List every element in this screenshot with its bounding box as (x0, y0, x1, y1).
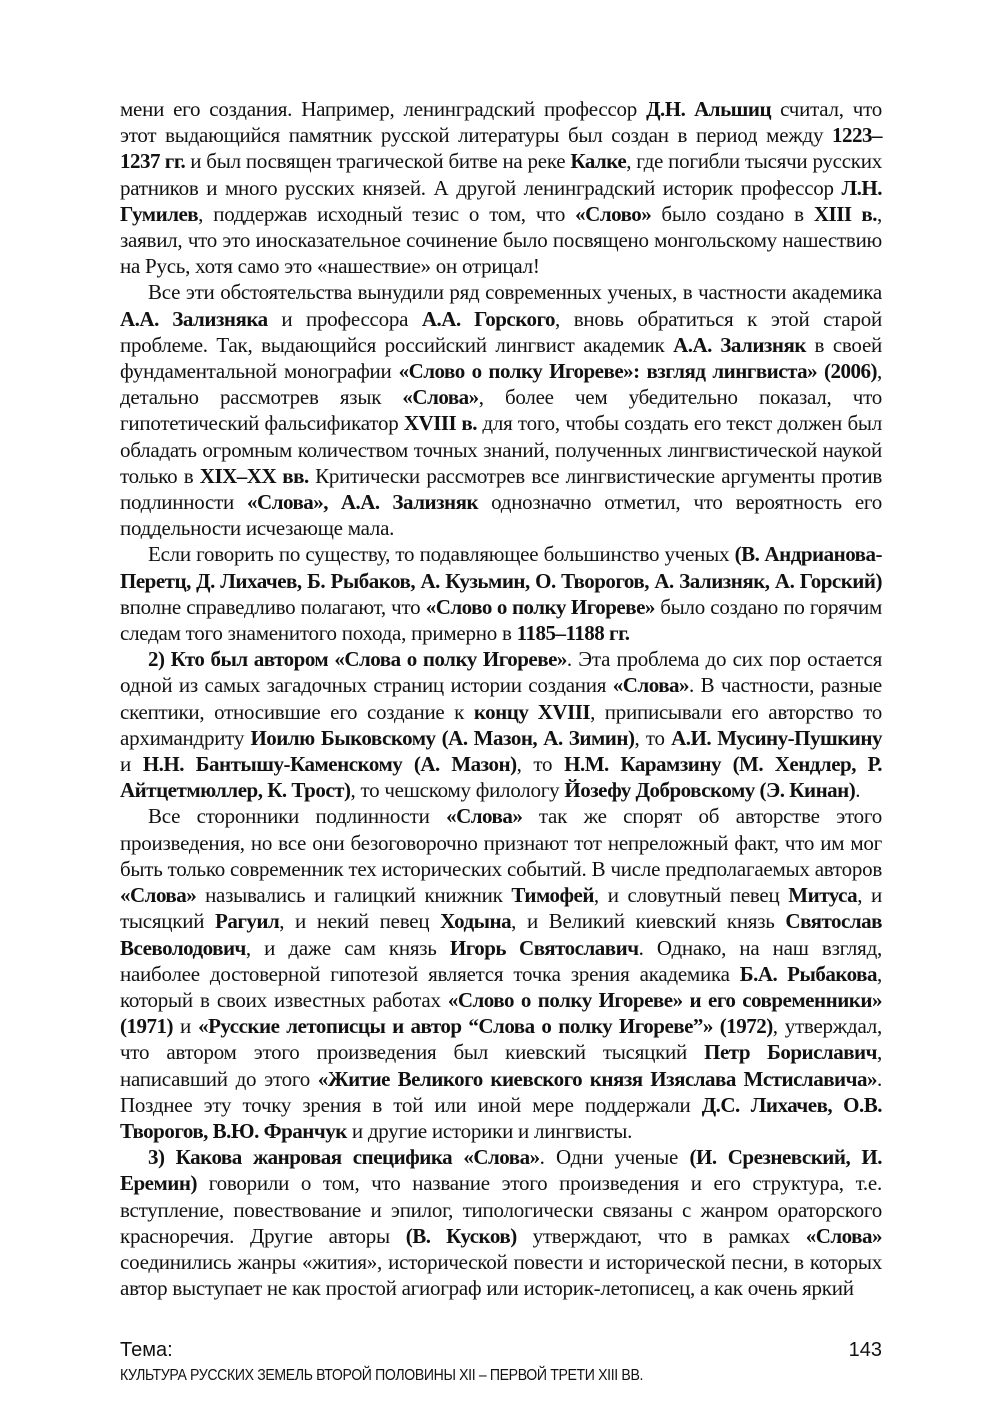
text-run: было создано по горячим следам того знаменитого похода, примерно в (120, 594, 882, 646)
text-run: утверждают, что в рамках (516, 1223, 806, 1248)
bold-text: «Русские летописцы и автор “Слова о полку Игореве”» (1972) (198, 1014, 773, 1039)
bold-text: Игорь Святославич (449, 935, 639, 960)
bold-text: «Слово» (575, 201, 652, 226)
text-run: , более чем убедительно показал, что гипотетический фальсификатор (120, 385, 882, 436)
bold-text: Н.М. Карамзину (М. Хендлер, Р. Айтцетмюллер, К. Трост) (120, 752, 883, 803)
bold-text: Петр Бориславич (704, 1040, 877, 1065)
text-run: так же спорят об авторстве этого произведения, но все они безоговорочно признают тот непреложный факт, что им мог быть только современник тех исторических событий. В числе предполагаемых авторов (120, 804, 882, 881)
paragraph (120, 803, 882, 1144)
bold-text: «Слова» (446, 804, 523, 829)
text-column (120, 96, 882, 1301)
text-run: было создано в (651, 201, 814, 226)
text-run: . В частности, разные скептики, относившие его создание к (120, 673, 883, 724)
text-run: и (173, 1014, 199, 1039)
paragraph (120, 279, 882, 541)
text-run: , то (516, 752, 565, 777)
paragraph (120, 646, 882, 803)
text-run: , утверждал, что автором этого произведения был киевский тысяцкий (120, 1014, 882, 1065)
text-run: назывались и галицкий книжник (196, 883, 512, 908)
text-run: , и некий певец (279, 909, 441, 934)
bold-text: А.А. Горского (421, 306, 556, 331)
bold-text: Иоилю Быковскому (А. Мазон, А. Зимин) (250, 725, 635, 750)
paragraph (120, 541, 882, 646)
bold-text: Митуса (788, 883, 858, 908)
bold-text: А.А. Зализняка (120, 306, 268, 331)
text-run: и (120, 752, 143, 777)
bold-text: Святослав Всеволодович (120, 909, 882, 960)
bold-text: Тимофей (511, 883, 594, 908)
text-run: Если говорить по существу, то подавляющее большинство ученых (148, 542, 735, 567)
text-run: считал, что этот выдающийся памятник русской литературы был создан в период между (120, 97, 882, 148)
text-run: , приписывали его авторство то архимандриту (120, 699, 882, 750)
bold-text: XIX–XX вв. (199, 463, 309, 488)
bold-text: Рагуил (215, 909, 280, 934)
bold-text: (В. Андрианова-Перетц, Д. Лихачев, Б. Рыбаков, А. Кузьмин, О. Творогов, А. Зализняк, А. Горский) (120, 542, 883, 593)
text-run: . Эта проблема до сих пор остается одной из самых загадочных страниц истории создания (120, 647, 882, 698)
bold-text: Н.Н. Бантышу-Каменскому (А. Мазон) (142, 752, 517, 777)
bold-text: «Слова» (120, 883, 197, 908)
bold-text: Йозефу Добровскому (Э. Кинан) (564, 778, 856, 803)
bold-text: концу XVIII (473, 699, 591, 724)
paragraph (120, 96, 882, 279)
text-run: и был посвящен трагической битве на реке (185, 149, 571, 174)
text-run: . Позднее эту точку зрения в той или иной мере поддержали (120, 1066, 882, 1117)
text-run: , и тысяцкий (120, 883, 882, 934)
text-run: соединились жанры «жития», исторической повести и исторической песни, в которых автор выступает не как простой агиограф или историк-летописец, а как очень яркий (120, 1249, 882, 1301)
bold-text: (В. Кусков) (405, 1223, 517, 1248)
bold-text: XIII в. (813, 201, 877, 226)
text-run: , заявил, что это иносказательное сочинение было посвящено монгольскому нашествию на Русь, хотя само это «нашествие» он отрицал! (120, 201, 882, 279)
text-run: и профессора (267, 306, 422, 331)
bold-text: А.А. Зализняк (673, 332, 806, 357)
bold-text: «Слово о полку Игореве» (425, 594, 655, 619)
text-run: , то чешскому филологу (350, 778, 565, 803)
text-run: , который в своих известных работах (120, 961, 882, 1012)
bold-text: Б.А. Рыбакова (739, 961, 877, 986)
text-run: , детально рассмотрев язык (120, 359, 882, 410)
bold-text: «Слово о полку Игореве» и его современники» (1971) (120, 987, 882, 1039)
text-run: вполне справедливо полагают, что (120, 594, 426, 619)
text-run: Критически рассмотрев все лингвистические аргументы против подлинности (120, 463, 883, 515)
bold-text: А.И. Мусину-Пушкину (671, 725, 882, 750)
text-run: Все сторонники подлинности (148, 804, 447, 829)
bold-text: «Слова» (402, 385, 479, 410)
text-run: , и словутный певец (593, 883, 789, 908)
bold-text: Ходына (440, 909, 512, 934)
bold-text: Д.Н. Альшиц (646, 97, 772, 121)
page-body (120, 96, 882, 1301)
text-run: , и даже сам князь (245, 935, 450, 960)
bold-text: 2) Кто был автором «Слова о полку Игореве» (148, 647, 567, 672)
text-run: говорили о том, что название этого произведения и его структура, т.е. вступление, повествование и эпилог, типологически связаны с жанром ораторского красноречия. Другие авторы (120, 1171, 882, 1248)
topic-label: Тема: (120, 1339, 173, 1361)
bold-text: Д.С. Лихачев, О.В. Творогов, В.Ю. Франчук (120, 1092, 882, 1143)
text-run: , поддержав исходный тезис о том, что (198, 201, 576, 226)
bold-text: «Слово о полку Игореве»: взгляд лингвиста» (2006) (398, 359, 877, 384)
text-run: . (855, 778, 861, 803)
bold-text: «Житие Великого киевского князя Изяслава Мстиславича» (317, 1066, 877, 1091)
bold-text: Л.Н. Гумилев (120, 175, 882, 226)
text-run: , написавший до этого (120, 1040, 882, 1091)
text-run: , где погибли тысячи русских ратников и много русских князей. А другой ленинградский историк профессор (120, 149, 882, 200)
bold-text: «Слова» (805, 1223, 882, 1248)
bold-text: «Слова» (612, 673, 690, 698)
text-run: и другие историки и лингвисты. (346, 1118, 633, 1143)
bold-text: «Слова», А.А. Зализняк (247, 490, 479, 515)
text-run: Все эти обстоятельства вынудили ряд современных ученых, в частности академика (148, 280, 882, 305)
bold-text: 3) Какова жанровая специфика «Слова» (148, 1145, 540, 1170)
text-run: мени его создания. Например, ленинградский профессор (120, 97, 647, 121)
bold-text: Калке (570, 149, 627, 174)
bold-text: XVIII в. (403, 411, 477, 436)
text-run: , и Великий киевский князь (511, 909, 786, 934)
text-run: , вновь обратиться к этой старой проблеме. Так, выдающийся российский лингвист академик (120, 306, 882, 357)
bold-text: 1185–1188 гг. (516, 621, 630, 646)
page-number: 143 (848, 1339, 882, 1361)
text-run: . Одни ученые (539, 1145, 690, 1170)
text-run: в своей фундаментальной монографии (120, 332, 883, 384)
text-run: однозначно отметил, что вероятность его поддельности исчезающе мала. (120, 490, 882, 541)
text-run: для того, чтобы создать его текст должен был обладать огромным количеством точных знаний, полученных лингвистической наукой только в (120, 411, 882, 488)
bold-text: (И. Срезневский, И. Еремин) (120, 1145, 883, 1196)
text-run: , то (634, 725, 672, 750)
text-run: . Однако, на наш взгляд, наиболее достоверной гипотезой является точка зрения академика (120, 935, 883, 986)
topic-title: КУЛЬТУРА РУССКИХ ЗЕМЕЛЬ ВТОРОЙ ПОЛОВИНЫ XII – ПЕРВОЙ ТРЕТИ XIII ВВ. (120, 1367, 644, 1384)
paragraph (120, 1144, 882, 1301)
bold-text: 1223–1237 гг. (120, 123, 882, 174)
